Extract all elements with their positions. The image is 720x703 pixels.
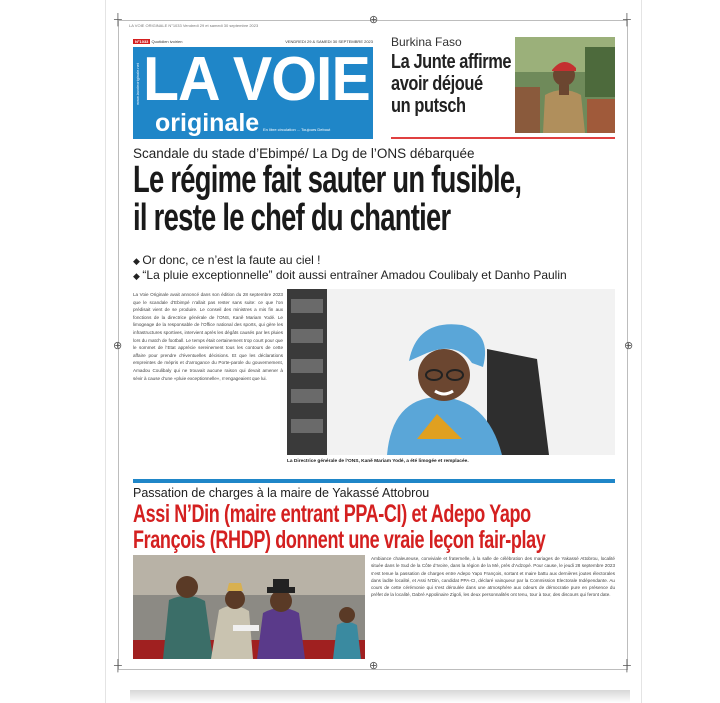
masthead <box>133 37 373 139</box>
lead-photo-caption: La Directrice générale de l’ONS, Kaně Mariam Yodé, a été limogée et remplacée. <box>287 459 469 464</box>
teaser-burkina[interactable] <box>391 35 511 117</box>
lead-headline[interactable] <box>133 159 522 239</box>
registration-mark-icon: ⊕ <box>369 14 379 26</box>
print-slug: LA VOIE ORIGINALE N°1033 Vendredi 29 et samedi 30 septembre 2023 <box>129 23 259 28</box>
registration-mark-icon: ⊕ <box>113 340 123 352</box>
second-headline[interactable] <box>133 501 545 553</box>
lead-headline-line: Le régime fait sauter un fusible, <box>133 159 522 201</box>
lead-bullet: ◆ “La pluie exceptionnelle” doit aussi entraîner Amadou Coulibaly et Danho Paulin <box>133 268 567 283</box>
issue-date: VENDREDI 29 & SAMEDI 30 SEPTEMBRE 2023 <box>285 38 373 44</box>
divider <box>133 479 615 483</box>
masthead-tagline: En libre circulation ... Toujours Debout <box>263 127 331 132</box>
teaser-photo <box>515 37 615 133</box>
crop-mark-icon: ┼ <box>114 14 122 26</box>
viewer-border-left <box>105 0 106 703</box>
lead-photo <box>287 289 615 455</box>
crop-mark-icon: ┼ <box>623 14 631 26</box>
lead-headline-line: il reste le chef du chantier <box>133 197 451 239</box>
lead-bullet: ◆ Or donc, ce n’est la faute au ciel ! <box>133 253 567 268</box>
teaser-kicker: Burkina Faso <box>391 35 462 49</box>
teaser-headline-line: La Junte affirme <box>391 51 512 73</box>
issue-number: N°1033 <box>135 38 149 44</box>
masthead-logo <box>133 47 373 139</box>
registration-mark-icon: ⊕ <box>624 340 634 352</box>
page-shadow <box>130 690 630 703</box>
lead-body-text: La Voie Originale avait annoncé dans son édition du 28 septembre 2023 que le scandale d’Ebimpé n’allait pas rester sans suite: ce que l’on prédisait vient de se produire. Le conseil des ministres a mis fin aux fonctions de la directrice générale de l’ONS, Kaně Mariam Yodé. Le limogeage de la responsable de l’Office national des sports, qui gère les infrastructures sportives, intervient après les dégâts causés par les pluies lors du match de football. Le temps était certainement trop court pour que le sommet de l’Etat apprécie sereinement tous les contours de cette affaire pour prendre d’éventuelles décisions. Et que les déclarations empreintes de mépris et d’arrogance du Porte-parole du gouvernement, Amadou Coulibaly qui ne trouvait aucune raison qui devait amener à sévir à cause d’une «pluie exceptionnelle», n’engageaient que lui. <box>133 292 283 381</box>
masthead-subtitle: originale <box>155 109 260 137</box>
masthead-side-text: www.lavoieoriginale.net <box>135 63 140 105</box>
viewer-border-right <box>641 0 642 703</box>
second-kicker: Passation de charges à la maire de Yakassé Attobrou <box>133 486 430 500</box>
crop-mark-icon: ┼ <box>623 660 631 672</box>
second-photo <box>133 555 365 659</box>
second-headline-line: Assi N’Din (maire entrant PPA-CI) et Adepo Yapo <box>133 500 531 528</box>
divider <box>391 137 615 139</box>
second-headline-line: François (RHDP) donnent une vraie leçon fair-play <box>133 526 546 554</box>
lead-bullets <box>133 253 567 283</box>
teaser-headline-line: un putsch <box>391 95 466 117</box>
lead-kicker: Scandale du stade d’Ebimpé/ La Dg de l’ONS débarquée <box>133 146 475 161</box>
second-body-text: Ambiance chaleureuse, conviviale et fraternelle, à la salle de célébration des mariages de Yakassé Attobrou, localité située dans le Sud de la Côte d’Ivoire, dans la région de la Mé, près d’Adzopé. Pour cause, le jeudi 28 septembre 2023 s’est tenue la passation de charges entre Adepo Yapo François, sortant et maire battu aux dernières joutes électorales dans ladite localité, et Assi N’Din, candidat PPA-CI, déclaré vainqueur par la Commission Electorale Indépendante. Au cours de cette cérémonie qui s’est déroulée dans une atmosphère aux odeurs de démocratie pure en présence du préfet de la localité, Dabré Appolinaire Zigoli, les deux personnalités ont tenu, tour à tour, des discours qui feront date. <box>371 556 615 598</box>
newspaper-page[interactable] <box>113 14 634 672</box>
crop-mark-icon: ┼ <box>114 660 122 672</box>
issue-info: Quotidien ivoirien <box>151 38 183 44</box>
masthead-title: LA VOIE <box>143 45 370 114</box>
teaser-headline-line: avoir déjoué <box>391 73 483 95</box>
registration-mark-icon: ⊕ <box>369 660 379 672</box>
